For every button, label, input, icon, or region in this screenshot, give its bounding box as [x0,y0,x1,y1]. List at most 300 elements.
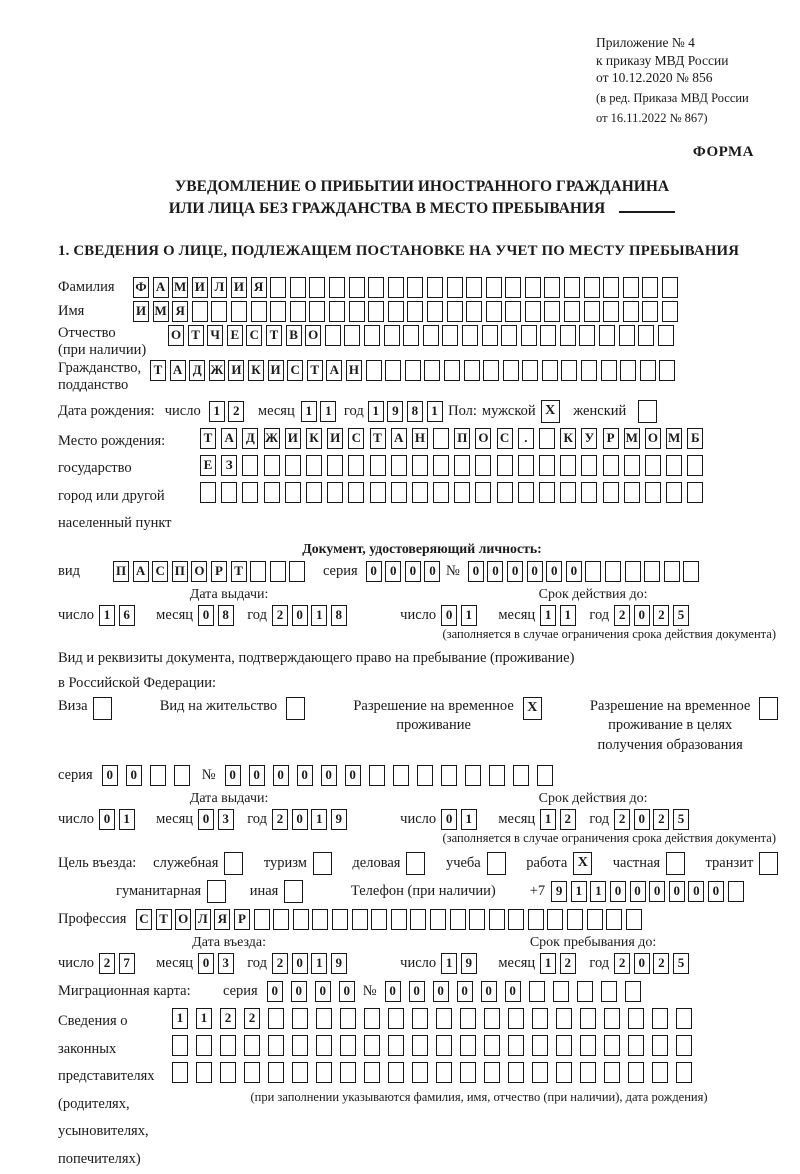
char-cell[interactable]: 0 [708,881,724,902]
char-cell[interactable] [369,765,385,786]
char-cell[interactable] [211,301,227,322]
char-cell[interactable]: 0 [366,561,382,582]
char-cell[interactable] [561,360,577,381]
char-cell[interactable]: 1 [311,809,327,830]
char-cell[interactable]: 0 [198,809,214,830]
char-cell[interactable]: Т [200,428,216,449]
char-cell[interactable]: 8 [218,605,234,626]
char-cell[interactable] [580,1062,596,1083]
char-cell[interactable] [371,909,387,930]
char-cell[interactable]: 0 [527,561,543,582]
char-cell[interactable] [556,1035,572,1056]
char-cell[interactable]: 1 [441,953,457,974]
char-cell[interactable]: Н [346,360,362,381]
char-cell[interactable]: А [153,277,169,298]
char-cell[interactable] [484,1035,500,1056]
char-cell[interactable] [518,482,534,503]
char-cell[interactable] [436,1062,452,1083]
char-cell[interactable]: 2 [614,605,630,626]
char-cell[interactable]: 0 [669,881,685,902]
char-cell[interactable] [244,1062,260,1083]
char-cell[interactable]: Ф [133,277,149,298]
char-cell[interactable] [601,981,617,1002]
char-cell[interactable]: 0 [481,981,497,1002]
checkbox-cell[interactable] [759,852,778,875]
char-cell[interactable] [532,1035,548,1056]
char-cell[interactable]: 1 [540,809,556,830]
checkbox-cell[interactable] [487,852,506,875]
char-cell[interactable]: 9 [461,953,477,974]
char-cell[interactable]: 2 [653,605,669,626]
char-cell[interactable] [581,455,597,476]
char-cell[interactable] [728,881,744,902]
char-cell[interactable]: 0 [433,981,449,1002]
char-cell[interactable] [603,277,619,298]
checkbox-cell[interactable] [666,852,685,875]
char-cell[interactable] [290,301,306,322]
char-cell[interactable] [244,1035,260,1056]
char-cell[interactable] [412,1008,428,1029]
char-cell[interactable] [309,277,325,298]
char-cell[interactable]: 9 [331,809,347,830]
char-cell[interactable] [662,301,678,322]
char-cell[interactable]: 0 [99,809,115,830]
char-cell[interactable] [581,360,597,381]
char-cell[interactable] [484,1062,500,1083]
char-cell[interactable] [364,1062,380,1083]
char-cell[interactable] [501,325,517,346]
char-cell[interactable]: 1 [461,809,477,830]
char-cell[interactable] [603,482,619,503]
char-cell[interactable] [433,455,449,476]
char-cell[interactable]: 0 [292,953,308,974]
char-cell[interactable] [587,909,603,930]
char-cell[interactable] [539,455,555,476]
char-cell[interactable] [645,455,661,476]
char-cell[interactable] [366,360,382,381]
char-cell[interactable]: 2 [272,953,288,974]
char-cell[interactable]: 0 [405,561,421,582]
checkbox-cell[interactable] [93,697,112,720]
char-cell[interactable]: С [348,428,364,449]
char-cell[interactable] [486,301,502,322]
char-cell[interactable]: 1 [311,953,327,974]
char-cell[interactable] [412,1062,428,1083]
char-cell[interactable]: 0 [424,561,440,582]
checkbox-cell[interactable] [284,880,303,903]
char-cell[interactable]: 3 [218,953,234,974]
char-cell[interactable] [450,909,466,930]
checkbox-cell[interactable]: X [573,852,592,875]
char-cell[interactable] [442,325,458,346]
char-cell[interactable] [250,561,266,582]
char-cell[interactable]: 2 [653,953,669,974]
char-cell[interactable]: 1 [99,605,115,626]
char-cell[interactable]: 1 [560,605,576,626]
char-cell[interactable]: . [518,428,534,449]
char-cell[interactable]: 0 [630,881,646,902]
char-cell[interactable]: 0 [468,561,484,582]
char-cell[interactable] [329,277,345,298]
char-cell[interactable] [539,428,555,449]
char-cell[interactable]: 1 [540,605,556,626]
char-cell[interactable] [544,277,560,298]
char-cell[interactable] [285,455,301,476]
char-cell[interactable] [508,1008,524,1029]
char-cell[interactable] [666,455,682,476]
char-cell[interactable] [628,1008,644,1029]
char-cell[interactable]: 0 [339,981,355,1002]
char-cell[interactable] [441,765,457,786]
char-cell[interactable] [292,1062,308,1083]
char-cell[interactable] [220,1035,236,1056]
char-cell[interactable] [268,1008,284,1029]
char-cell[interactable]: 5 [673,809,689,830]
char-cell[interactable] [268,1062,284,1083]
char-cell[interactable] [659,360,675,381]
char-cell[interactable] [412,455,428,476]
char-cell[interactable] [619,325,635,346]
checkbox-cell[interactable] [224,852,243,875]
char-cell[interactable]: А [170,360,186,381]
checkbox-cell[interactable] [207,880,226,903]
char-cell[interactable]: 0 [102,765,118,786]
char-cell[interactable] [547,909,563,930]
char-cell[interactable]: 0 [634,953,650,974]
char-cell[interactable] [638,325,654,346]
char-cell[interactable] [327,482,343,503]
char-cell[interactable] [604,1008,620,1029]
char-cell[interactable] [332,909,348,930]
char-cell[interactable]: Ж [264,428,280,449]
char-cell[interactable]: 1 [571,881,587,902]
char-cell[interactable] [268,1035,284,1056]
char-cell[interactable]: Я [251,277,267,298]
char-cell[interactable] [628,1035,644,1056]
char-cell[interactable]: 2 [220,1008,236,1029]
char-cell[interactable]: 1 [301,401,317,422]
char-cell[interactable] [628,1062,644,1083]
char-cell[interactable] [270,561,286,582]
char-cell[interactable] [231,301,247,322]
char-cell[interactable] [412,482,428,503]
char-cell[interactable]: 2 [614,809,630,830]
char-cell[interactable] [623,277,639,298]
char-cell[interactable] [556,1062,572,1083]
char-cell[interactable] [560,482,576,503]
char-cell[interactable]: П [172,561,188,582]
char-cell[interactable] [192,301,208,322]
char-cell[interactable] [340,1008,356,1029]
char-cell[interactable]: 2 [614,953,630,974]
char-cell[interactable]: 0 [634,605,650,626]
char-cell[interactable] [508,909,524,930]
char-cell[interactable]: 0 [457,981,473,1002]
char-cell[interactable]: Р [603,428,619,449]
char-cell[interactable]: 9 [387,401,403,422]
char-cell[interactable]: 8 [331,605,347,626]
char-cell[interactable] [309,301,325,322]
char-cell[interactable] [626,909,642,930]
char-cell[interactable]: 8 [407,401,423,422]
char-cell[interactable] [484,1008,500,1029]
char-cell[interactable]: 0 [297,765,313,786]
char-cell[interactable] [577,981,593,1002]
char-cell[interactable]: 0 [292,605,308,626]
char-cell[interactable] [316,1035,332,1056]
char-cell[interactable]: А [326,360,342,381]
checkbox-cell[interactable] [406,852,425,875]
char-cell[interactable]: О [475,428,491,449]
char-cell[interactable] [683,561,699,582]
char-cell[interactable]: Л [195,909,211,930]
char-cell[interactable]: Т [231,561,247,582]
char-cell[interactable]: 6 [119,605,135,626]
char-cell[interactable]: В [286,325,302,346]
char-cell[interactable]: 0 [292,809,308,830]
char-cell[interactable]: С [287,360,303,381]
char-cell[interactable]: Н [412,428,428,449]
char-cell[interactable]: 2 [653,809,669,830]
char-cell[interactable] [254,909,270,930]
char-cell[interactable] [391,482,407,503]
char-cell[interactable]: Р [211,561,227,582]
char-cell[interactable]: 3 [218,809,234,830]
char-cell[interactable] [327,455,343,476]
char-cell[interactable] [221,482,237,503]
char-cell[interactable]: 0 [291,981,307,1002]
char-cell[interactable]: 1 [320,401,336,422]
char-cell[interactable] [289,561,305,582]
char-cell[interactable]: 0 [441,809,457,830]
char-cell[interactable] [348,455,364,476]
char-cell[interactable] [348,482,364,503]
char-cell[interactable]: Е [227,325,243,346]
char-cell[interactable]: 0 [441,605,457,626]
char-cell[interactable] [603,455,619,476]
checkbox-cell[interactable]: X [541,400,560,423]
char-cell[interactable]: И [228,360,244,381]
char-cell[interactable]: 1 [172,1008,188,1029]
char-cell[interactable] [388,1008,404,1029]
char-cell[interactable]: 0 [321,765,337,786]
char-cell[interactable] [508,1035,524,1056]
char-cell[interactable]: О [645,428,661,449]
char-cell[interactable] [529,981,545,1002]
char-cell[interactable] [424,360,440,381]
char-cell[interactable]: 1 [590,881,606,902]
char-cell[interactable] [466,277,482,298]
char-cell[interactable] [537,765,553,786]
char-cell[interactable]: 9 [331,953,347,974]
char-cell[interactable] [640,360,656,381]
char-cell[interactable] [370,455,386,476]
char-cell[interactable]: 5 [673,953,689,974]
char-cell[interactable]: И [268,360,284,381]
char-cell[interactable] [270,277,286,298]
char-cell[interactable] [564,301,580,322]
char-cell[interactable] [658,325,674,346]
char-cell[interactable] [292,1035,308,1056]
char-cell[interactable]: Л [211,277,227,298]
char-cell[interactable]: З [221,455,237,476]
char-cell[interactable]: 1 [119,809,135,830]
char-cell[interactable] [391,455,407,476]
char-cell[interactable] [542,360,558,381]
char-cell[interactable] [368,277,384,298]
char-cell[interactable] [513,765,529,786]
char-cell[interactable] [503,360,519,381]
char-cell[interactable] [644,561,660,582]
char-cell[interactable] [580,1035,596,1056]
checkbox-cell[interactable] [759,697,778,720]
char-cell[interactable]: 1 [540,953,556,974]
char-cell[interactable]: 0 [249,765,265,786]
char-cell[interactable] [620,360,636,381]
char-cell[interactable]: 0 [225,765,241,786]
char-cell[interactable]: П [454,428,470,449]
char-cell[interactable]: М [172,277,188,298]
char-cell[interactable] [436,1035,452,1056]
char-cell[interactable] [687,482,703,503]
char-cell[interactable]: 0 [505,981,521,1002]
char-cell[interactable] [652,1008,668,1029]
char-cell[interactable]: 1 [311,605,327,626]
char-cell[interactable] [364,325,380,346]
char-cell[interactable] [349,301,365,322]
char-cell[interactable] [486,277,502,298]
char-cell[interactable] [460,1035,476,1056]
char-cell[interactable] [264,455,280,476]
char-cell[interactable]: 0 [507,561,523,582]
char-cell[interactable] [433,482,449,503]
char-cell[interactable]: К [248,360,264,381]
char-cell[interactable] [567,909,583,930]
checkbox-cell[interactable] [313,852,332,875]
char-cell[interactable] [489,909,505,930]
char-cell[interactable]: Ж [209,360,225,381]
char-cell[interactable]: 2 [228,401,244,422]
char-cell[interactable] [306,455,322,476]
char-cell[interactable]: Т [156,909,172,930]
char-cell[interactable]: Е [200,455,216,476]
char-cell[interactable] [603,301,619,322]
char-cell[interactable]: Я [214,909,230,930]
char-cell[interactable]: 2 [560,953,576,974]
char-cell[interactable] [292,1008,308,1029]
char-cell[interactable] [560,455,576,476]
char-cell[interactable] [290,277,306,298]
char-cell[interactable] [625,981,641,1002]
char-cell[interactable]: П [113,561,129,582]
char-cell[interactable] [391,909,407,930]
char-cell[interactable]: О [168,325,184,346]
char-cell[interactable]: 0 [649,881,665,902]
char-cell[interactable]: Д [189,360,205,381]
char-cell[interactable]: Т [266,325,282,346]
char-cell[interactable]: О [175,909,191,930]
char-cell[interactable] [436,1008,452,1029]
char-cell[interactable] [525,277,541,298]
char-cell[interactable]: И [285,428,301,449]
char-cell[interactable] [430,909,446,930]
char-cell[interactable]: 0 [273,765,289,786]
char-cell[interactable] [676,1062,692,1083]
char-cell[interactable]: О [191,561,207,582]
char-cell[interactable]: И [192,277,208,298]
char-cell[interactable] [652,1035,668,1056]
char-cell[interactable] [454,482,470,503]
char-cell[interactable]: 1 [196,1008,212,1029]
char-cell[interactable] [427,301,443,322]
char-cell[interactable] [475,455,491,476]
char-cell[interactable]: А [133,561,149,582]
char-cell[interactable] [200,482,216,503]
char-cell[interactable] [532,1062,548,1083]
char-cell[interactable]: 0 [546,561,562,582]
char-cell[interactable] [540,325,556,346]
char-cell[interactable] [489,765,505,786]
char-cell[interactable] [623,301,639,322]
char-cell[interactable]: М [153,301,169,322]
checkbox-cell[interactable]: X [523,697,542,720]
char-cell[interactable] [642,301,658,322]
char-cell[interactable]: 0 [315,981,331,1002]
char-cell[interactable]: 1 [461,605,477,626]
char-cell[interactable]: К [306,428,322,449]
char-cell[interactable]: Ч [207,325,223,346]
char-cell[interactable] [150,765,166,786]
char-cell[interactable] [340,1035,356,1056]
char-cell[interactable] [174,765,190,786]
char-cell[interactable] [482,325,498,346]
char-cell[interactable]: Б [687,428,703,449]
char-cell[interactable]: 0 [409,981,425,1002]
char-cell[interactable] [388,1035,404,1056]
char-cell[interactable] [273,909,289,930]
char-cell[interactable] [556,1008,572,1029]
char-cell[interactable] [384,325,400,346]
char-cell[interactable] [196,1062,212,1083]
char-cell[interactable] [460,1062,476,1083]
char-cell[interactable] [601,360,617,381]
char-cell[interactable] [172,1035,188,1056]
char-cell[interactable] [560,325,576,346]
char-cell[interactable]: 0 [126,765,142,786]
char-cell[interactable]: 0 [487,561,503,582]
char-cell[interactable]: 5 [673,605,689,626]
char-cell[interactable]: 9 [551,881,567,902]
char-cell[interactable] [581,482,597,503]
char-cell[interactable]: М [624,428,640,449]
char-cell[interactable] [325,325,341,346]
char-cell[interactable] [522,360,538,381]
char-cell[interactable] [393,765,409,786]
char-cell[interactable]: Т [370,428,386,449]
char-cell[interactable] [464,360,480,381]
char-cell[interactable]: С [246,325,262,346]
char-cell[interactable]: Т [150,360,166,381]
char-cell[interactable]: 2 [272,605,288,626]
char-cell[interactable]: 0 [634,809,650,830]
char-cell[interactable] [606,909,622,930]
char-cell[interactable] [349,277,365,298]
char-cell[interactable] [605,561,621,582]
char-cell[interactable]: 0 [566,561,582,582]
char-cell[interactable] [521,325,537,346]
char-cell[interactable] [410,909,426,930]
checkbox-cell[interactable] [286,697,305,720]
